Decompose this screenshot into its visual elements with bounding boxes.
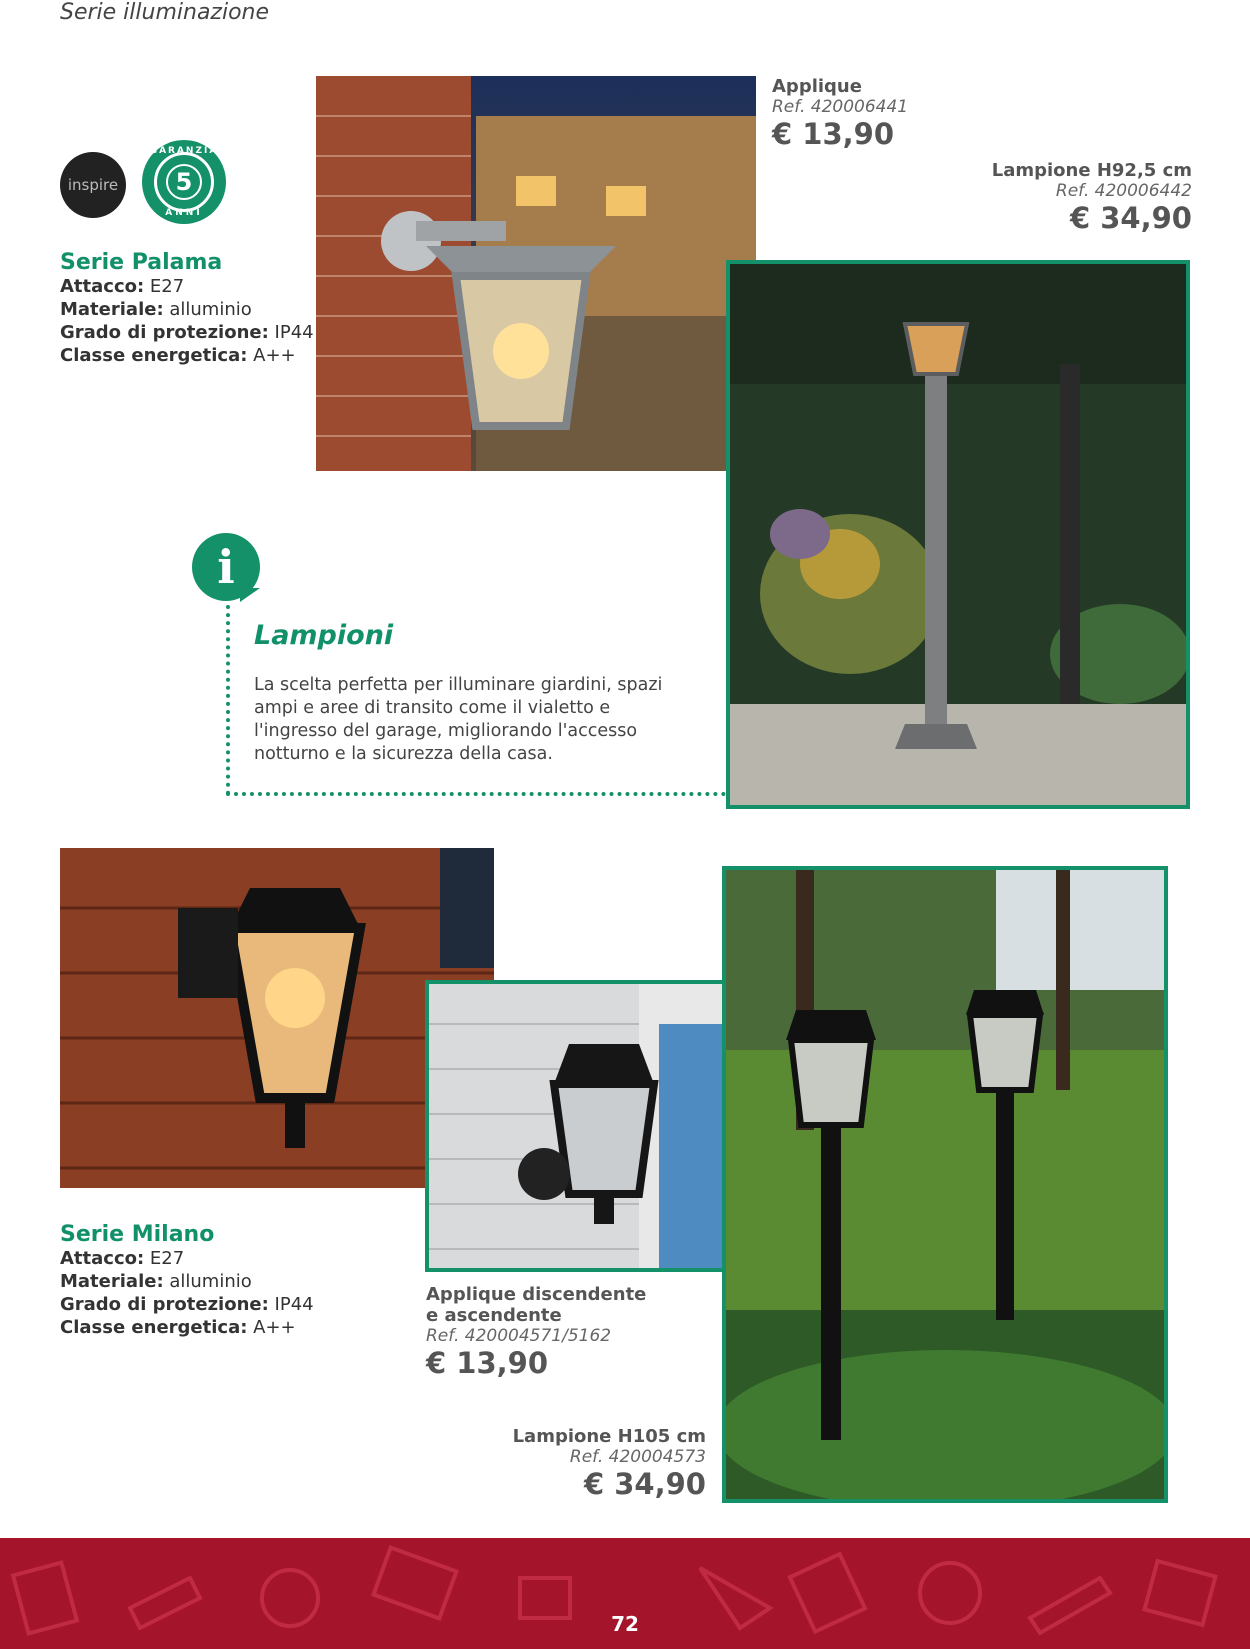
inspire-logo: inspire — [60, 152, 126, 218]
palama-applique-info — [772, 76, 908, 151]
spec-row: Classe energetica: A++ — [60, 1317, 296, 1338]
milano-title: Serie Milano — [60, 1222, 215, 1247]
product-name: Lampione H92,5 cm — [991, 160, 1192, 181]
spec-row: Grado di protezione: IP44 — [60, 1294, 314, 1315]
product-price: € 13,90 — [426, 1346, 549, 1380]
product-ref: Ref. 420006442 — [1055, 181, 1192, 201]
spec-row: Grado di protezione: IP44 — [60, 322, 314, 343]
spec-row: Materiale: alluminio — [60, 299, 252, 320]
warranty-bottom-label: ANNI — [165, 208, 203, 218]
spec-row: Classe energetica: A++ — [60, 345, 296, 366]
info-text: La scelta perfetta per illuminare giardini, spazi ampi e aree di transito come il vialetto e l'ingresso del garage, migliorando l'accesso notturno e la sicurezza della casa. — [254, 675, 663, 764]
warranty-years: 5 — [166, 164, 202, 200]
palama-lampione-photo — [726, 260, 1190, 809]
product-price: € 34,90 — [1069, 201, 1192, 235]
spec-row: Attacco: E27 — [60, 1248, 185, 1269]
palama-specs — [60, 250, 314, 367]
milano-lampione-photo — [722, 866, 1168, 1503]
section-title: Serie illuminazione — [60, 0, 270, 25]
product-ref: Ref. 420004571/5162 — [426, 1326, 612, 1346]
milano-specs — [60, 1222, 314, 1339]
warranty-top-label: GARANZIA — [149, 146, 219, 156]
page-number: 72 — [611, 1612, 639, 1636]
product-name: Applique — [772, 76, 862, 97]
product-name: Lampione H105 cm — [512, 1426, 706, 1447]
product-name-line2: e ascendente — [426, 1305, 562, 1326]
product-price: € 34,90 — [583, 1467, 706, 1501]
info-icon-tail — [240, 588, 260, 602]
dotted-divider-vertical — [226, 605, 230, 795]
milano-applique-detail-photo — [425, 980, 755, 1272]
palama-lampione-info — [960, 160, 1192, 235]
product-name-line1: Applique discendente — [426, 1284, 647, 1305]
warranty-badge — [142, 140, 226, 224]
palama-title: Serie Palama — [60, 250, 223, 275]
palama-applique-photo — [316, 76, 756, 471]
milano-lampione-info — [480, 1426, 706, 1501]
product-ref: Ref. 420004573 — [569, 1447, 706, 1467]
milano-applique-info — [426, 1284, 646, 1380]
spec-row: Materiale: alluminio — [60, 1271, 252, 1292]
info-title: Lampioni — [254, 620, 394, 651]
product-ref: Ref. 420006441 — [772, 97, 909, 117]
info-icon: i — [192, 533, 260, 601]
product-price: € 13,90 — [772, 117, 895, 151]
dotted-divider-horizontal — [226, 792, 726, 796]
spec-row: Attacco: E27 — [60, 276, 185, 297]
